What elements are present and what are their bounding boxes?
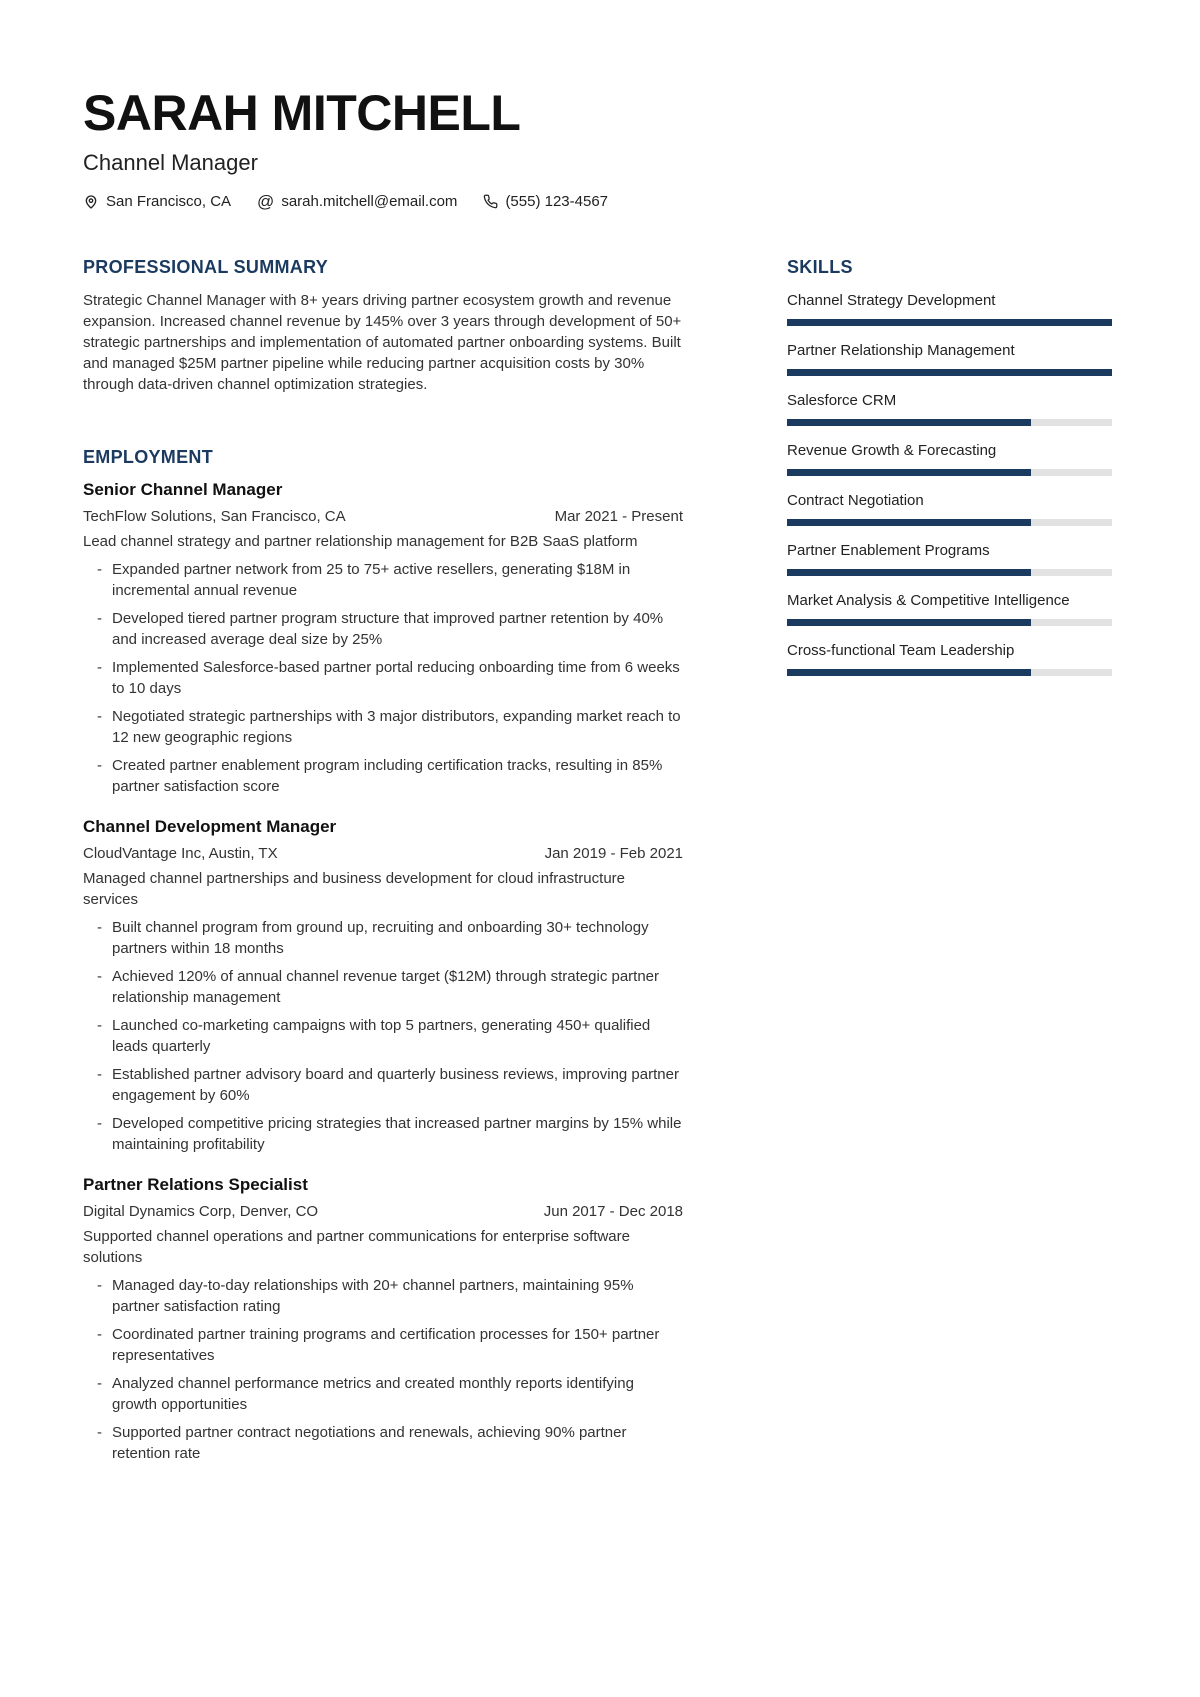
- contact-phone: [483, 193, 608, 210]
- job-bullet: - Developed tiered partner program structure that improved partner retention by 40% and increased average deal size by 25%: [83, 608, 683, 650]
- skill-bar-fill: [787, 419, 1031, 426]
- job-bullet: - Implemented Salesforce-based partner portal reducing onboarding time from 6 weeks to 10 days: [83, 657, 683, 699]
- contact-email: [257, 193, 457, 210]
- skill-label: Partner Relationship Management: [787, 342, 1015, 359]
- contact-row: [83, 193, 1112, 210]
- job-dates: Mar 2021 - Present: [554, 508, 683, 525]
- skill-bar-fill: [787, 319, 1112, 326]
- job-bullet: - Launched co-marketing campaigns with top 5 partners, generating 450+ qualified leads quarterly: [83, 1015, 683, 1057]
- skill-bar-track: [787, 619, 1112, 626]
- skill-bar-fill: [787, 619, 1031, 626]
- skill-bar-track: [787, 319, 1112, 326]
- skill-label: Salesforce CRM: [787, 392, 897, 409]
- job-lead: Lead channel strategy and partner relationship management for B2B SaaS platform: [83, 533, 638, 550]
- job-company: TechFlow Solutions, San Francisco, CA: [83, 508, 346, 525]
- skill-item: [787, 340, 1112, 376]
- skill-item: [787, 440, 1112, 476]
- contact-phone-text: (555) 123-4567: [505, 193, 609, 210]
- skill-bar-track: [787, 669, 1112, 676]
- job-title: Channel Development Manager: [83, 817, 337, 836]
- job-meta-row: [83, 1203, 683, 1220]
- job-meta-row: [83, 845, 683, 862]
- skill-label: Channel Strategy Development: [787, 292, 996, 309]
- job-bullets: [83, 917, 683, 1155]
- employment-section: [83, 447, 683, 1464]
- job-lead: Supported channel operations and partner communications for enterprise software solutions: [83, 1228, 630, 1266]
- job-entry: [83, 817, 683, 1155]
- skill-bar-fill: [787, 369, 1112, 376]
- resume-header: [83, 85, 1112, 211]
- job-lead: Managed channel partnerships and business development for cloud infrastructure services: [83, 870, 625, 908]
- job-meta-row: [83, 508, 683, 525]
- skills-heading: SKILLS: [787, 257, 853, 277]
- skill-label: Contract Negotiation: [787, 492, 924, 509]
- job-bullet: - Developed competitive pricing strategies that increased partner margins by 15% while maintaining profitability: [83, 1113, 683, 1155]
- job-company: CloudVantage Inc, Austin, TX: [83, 845, 278, 862]
- skills-list: [787, 290, 1112, 676]
- job-bullet: - Managed day-to-day relationships with 20+ channel partners, maintaining 95% partner satisfaction rating: [83, 1275, 683, 1317]
- skill-label: Cross-functional Team Leadership: [787, 642, 1015, 659]
- skills-sidebar: [787, 257, 1112, 1464]
- skill-bar-track: [787, 519, 1112, 526]
- skill-label: Revenue Growth & Forecasting: [787, 442, 997, 459]
- skill-item: [787, 490, 1112, 526]
- job-bullet: - Analyzed channel performance metrics and created monthly reports identifying growth opportunities: [83, 1373, 683, 1415]
- contact-location-text: San Francisco, CA: [106, 193, 232, 210]
- job-bullet: - Achieved 120% of annual channel revenue target ($12M) through strategic partner relationship management: [83, 966, 683, 1008]
- job-bullet: - Established partner advisory board and quarterly business reviews, improving partner engagement by 60%: [83, 1064, 683, 1106]
- at-sign-icon: @: [257, 192, 275, 211]
- person-job-title: Channel Manager: [83, 150, 258, 175]
- phone-icon: [483, 194, 498, 209]
- professional-summary-section: [83, 257, 683, 395]
- contact-email-text: sarah.mitchell@email.com: [281, 193, 458, 210]
- skill-label: Market Analysis & Competitive Intelligence: [787, 592, 1070, 609]
- skill-item: [787, 290, 1112, 326]
- job-bullet: - Supported partner contract negotiations and renewals, achieving 90% partner retention rate: [83, 1422, 683, 1464]
- skill-bar-track: [787, 469, 1112, 476]
- jobs-list: [83, 480, 683, 1464]
- skill-bar-fill: [787, 569, 1031, 576]
- location-pin-icon: [83, 194, 99, 210]
- job-bullet: - Created partner enablement program including certification tracks, resulting in 85% partner satisfaction score: [83, 755, 683, 797]
- job-company: Digital Dynamics Corp, Denver, CO: [83, 1203, 319, 1220]
- job-bullet: - Built channel program from ground up, recruiting and onboarding 30+ technology partners within 18 months: [83, 917, 683, 959]
- job-bullet: - Expanded partner network from 25 to 75+ active resellers, generating $18M in incremental annual revenue: [83, 559, 683, 601]
- skill-item: [787, 390, 1112, 426]
- job-dates: Jun 2017 - Dec 2018: [543, 1203, 683, 1220]
- main-column: [83, 257, 683, 1464]
- skill-item: [787, 640, 1112, 676]
- skill-bar-track: [787, 419, 1112, 426]
- contact-location: [83, 193, 231, 210]
- summary-heading: PROFESSIONAL SUMMARY: [83, 257, 329, 277]
- job-title: Partner Relations Specialist: [83, 1175, 308, 1194]
- skill-item: [787, 590, 1112, 626]
- job-bullets: [83, 559, 683, 797]
- job-bullet: - Coordinated partner training programs and certification processes for 150+ partner representatives: [83, 1324, 683, 1366]
- job-entry: [83, 480, 683, 797]
- skill-bar-fill: [787, 519, 1031, 526]
- skill-label: Partner Enablement Programs: [787, 542, 990, 559]
- skill-bar-track: [787, 369, 1112, 376]
- skill-bar-fill: [787, 669, 1031, 676]
- summary-text: Strategic Channel Manager with 8+ years driving partner ecosystem growth and revenue expansion. Increased channel revenue by 145% over 3 years through development of 50+ strategic partnerships and implementation of automated partner onboarding systems. Built and managed $25M partner pipeline while reducing partner acquisition costs by 30% through data-driven channel optimization strategies.: [83, 292, 682, 393]
- job-entry: [83, 1175, 683, 1464]
- job-title: Senior Channel Manager: [83, 480, 283, 499]
- job-bullet: - Negotiated strategic partnerships with 3 major distributors, expanding market reach to 12 new geographic regions: [83, 706, 683, 748]
- person-name: SARAH MITCHELL: [83, 85, 521, 141]
- skill-bar-track: [787, 569, 1112, 576]
- job-dates: Jan 2019 - Feb 2021: [544, 845, 683, 862]
- job-bullets: [83, 1275, 683, 1464]
- content-columns: [83, 257, 1112, 1464]
- skill-bar-fill: [787, 469, 1031, 476]
- employment-heading: EMPLOYMENT: [83, 447, 214, 467]
- skill-item: [787, 540, 1112, 576]
